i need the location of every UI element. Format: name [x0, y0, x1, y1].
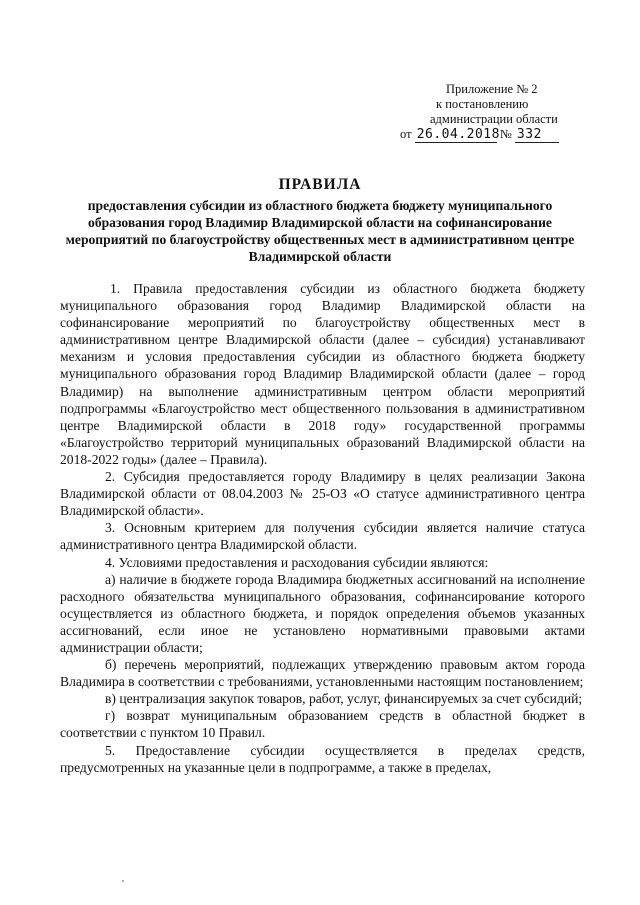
appendix-block: [400, 82, 600, 143]
from-label: от: [400, 127, 412, 141]
paragraph-4c: в) централизация закупок товаров, работ, услуг, финансируемых за счет субсидий;: [105, 691, 583, 707]
number-label: №: [499, 127, 512, 141]
appendix-date-line: [400, 127, 600, 143]
paragraph-4b: б) перечень мероприятий, подлежащих утверждению правовым актом города Владимира в соответствии с требованиями, установленными настоящим постановлением;: [60, 657, 585, 690]
paragraph-1: 1. Правила предоставления субсидии из областного бюджета бюджету муниципального образования город Владимир Владимирской области на софинансирование мероприятий по благоустройству общественных мест в административном центре Владимирской области (далее – субсидия) устанавливают механизм и условия предоставления субсидии из областного бюджета бюджету муниципального образования город Владимир Владимирской области (далее – город Владимир) на выполнение административным центром области мероприятий подпрограммы «Благоустройство мест общественного пользования в административном центре Владимирской области в 2018 году» государственной программы «Благоустройство территорий муниципальных образований Владимирской области на 2018-2022 годы» (далее – Правила).: [60, 281, 585, 467]
paragraph-4d: г) возврат муниципальным образованием средств в областной бюджет в соответствии с пунктом 10 Правил.: [60, 708, 585, 741]
scan-speck: [122, 880, 124, 882]
title-heading: ПРАВИЛА: [278, 176, 362, 193]
paragraph-4: 4. Условиями предоставления и расходования субсидии являются:: [105, 554, 489, 570]
document-title: [60, 175, 580, 265]
document-body: [60, 280, 585, 776]
appendix-number: Приложение № 2: [446, 82, 538, 96]
appendix-authority: администрации области: [430, 112, 558, 126]
paragraph-5: 5. Предоставление субсидии осуществляется в пределах средств, предусмотренных на указанные цели в подпрограмме, а также в пределах,: [60, 742, 585, 775]
title-subheading: предоставления субсидии из областного бюджета бюджету муниципального образования город Владимир Владимирской области на софинансирование мероприятий по благоустройству общественных мест в административном центре Владимирской области: [65, 198, 575, 264]
paragraph-3: 3. Основным критерием для получения субсидии является наличие статуса административного центра Владимирской области.: [60, 520, 585, 553]
decree-number: 332: [515, 127, 559, 143]
decree-date: 26.04.2018: [416, 127, 500, 142]
paragraph-2: 2. Субсидия предоставляется городу Владимиру в целях реализации Закона Владимирской области от 08.04.2003 № 25-ОЗ «О статусе административного центра Владимирской области».: [60, 469, 585, 519]
paragraph-4a: а) наличие в бюджете города Владимира бюджетных ассигнований на исполнение расходного обязательства муниципального образования, софинансирование которого осуществляется из областного бюджета, и порядок определения объемов указанных ассигнований, если иное не установлено нормативными правовыми актами администрации области;: [60, 571, 585, 655]
appendix-reference: к постановлению: [436, 97, 529, 111]
